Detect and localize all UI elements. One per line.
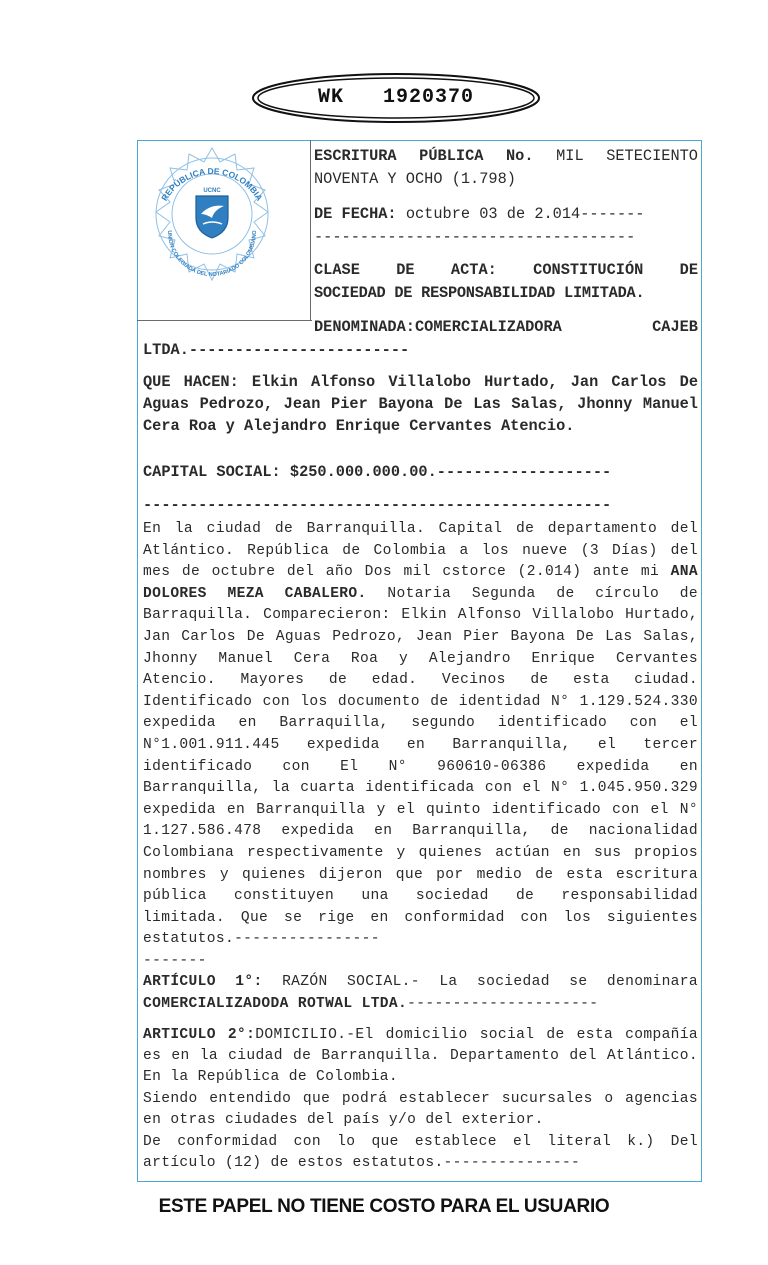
fecha-dashes: ----------------------------------- [314,228,636,246]
notary-name: ANA DOLORES MEZA CABALERO. [143,564,698,602]
fecha-heading [314,203,698,249]
footer-notice: ESTE PAPEL NO TIENE COSTO PARA EL USUARIO [158,1196,610,1217]
article-2 [143,1025,698,1088]
fecha-value: octubre 03 de 2.014------- [405,205,645,223]
article-1 [143,972,698,1015]
fecha-label: DE FECHA: [314,205,397,223]
denominada-heading [314,316,698,339]
capital-rule: --------------------------------------------------- [143,496,612,514]
body-paragraph [143,519,698,972]
clase-acta-line1: CLASE DE ACTA: CONSTITUCIÓN DE [314,261,698,279]
parties-label: QUE HACEN: [143,373,239,391]
seal-inner-text: UNIÓN COLEGIADA DEL NOTARIADO COLOMBIANO [165,230,259,279]
parties-paragraph [143,371,698,437]
article-2-branches: Siendo entendido que podrá establecer sucursales o agencias en otras ciudades del país y/o del exterior. [143,1091,698,1128]
article-1-text: RAZÓN SOCIAL.- La sociedad se denominara [282,974,698,990]
parties-names: Elkin Alfonso Villalobo Hurtado, Jan Carlos De Aguas Pedrozo, Jean Pier Bayona De Las Salas, Jhonny Manuel Cera Roa y Alejandro Enrique Cervantes Atencio. [143,373,698,435]
denominada-line2: LTDA.------------------------ [143,341,410,359]
capital-line [143,461,698,484]
serial-number [250,86,542,109]
article-2-reference: De conformidad con lo que establece el literal k.) Del artículo (12) de estos estatutos.--------------- [143,1134,698,1171]
denominada-line1: DENOMINADA:COMERCIALIZADORA CAJEB [314,318,698,336]
article-1-trail: --------------------- [407,995,599,1012]
escritura-value-line2: NOVENTA Y OCHO (1.798) [314,170,516,188]
body-intro: En la ciudad de Barranquilla. Capital de departamento del Atlántico. República de Colombia a los nueve (3 Días) del mes de octubre del año Dos mil cstorce (2.014) ante mi [143,521,698,581]
article-1-company-name: COMERCIALIZADODA ROTWAL LTDA. [143,995,408,1012]
serial-code: WK [317,86,344,109]
body-tail: ------- [143,952,207,969]
seal-divider-horizontal [137,320,312,321]
body-main: Notaria Segunda de círculo de Barraquilla. Comparecieron: Elkin Alfonso Villalobo Hurtado, Jan Carlos De Aguas Pedrozo, Jean Pier Bayona De Las Salas, Jhonny Manuel Cera Roa y Alejandro Enrique Cervantes Atencio. Mayores de edad. Vecinos de esta ciudad. Identificado con los documento de identidad N° 1.129.524.330 expedida en Barraquilla, segundo identificado con el N°1.001.911.445 expedida en Barranquilla, el tercer identificado con El N° 960610-06386 expedida en Barranquilla, la cuarta identificada con el N° 1.045.950.329 expedida en Barranquilla y el quinto identificado con el N° 1.127.586.478 expedida en Barranquilla, de nacionalidad Colombiana respectivamente y quienes actúan en sus propios nombres y quienes dijeron que por medio de esta escritura pública constituyen una sociedad de responsabilidad limitada. Que se rige en conformidad con los siguientes estatutos.---------------- [143,585,699,948]
article-2-text: DOMICILIO.-El domicilio social de esta compañía es en la ciudad de Barranquilla. Departamento del Atlántico. En la República de Colombia. [143,1027,698,1085]
clase-acta-heading [314,259,698,305]
seal-divider-vertical [310,140,311,321]
notary-seal [140,140,284,314]
seal-emblem [196,196,228,238]
capital-value: $250.000.000.00. [289,463,437,481]
capital-trail: ------------------- [436,463,612,481]
seal-outer-text: REPÚBLICA DE COLOMBIA [159,165,265,203]
article-2-label: ARTICULO 2°: [143,1027,256,1043]
article-1-label: ARTÍCULO 1°: [143,974,263,990]
serial-number-stamp [250,72,542,124]
escritura-label: ESCRITURA PÚBLICA No. [314,147,534,165]
clase-acta-line2: SOCIEDAD DE RESPONSABILIDAD LIMITADA. [314,284,645,302]
serial-value: 1920370 [383,86,475,109]
escritura-heading [314,145,698,191]
seal-center-text: UCNC [203,188,221,194]
capital-label: CAPITAL SOCIAL: [143,463,281,481]
escritura-value: MIL SETECIENTO [556,147,698,165]
